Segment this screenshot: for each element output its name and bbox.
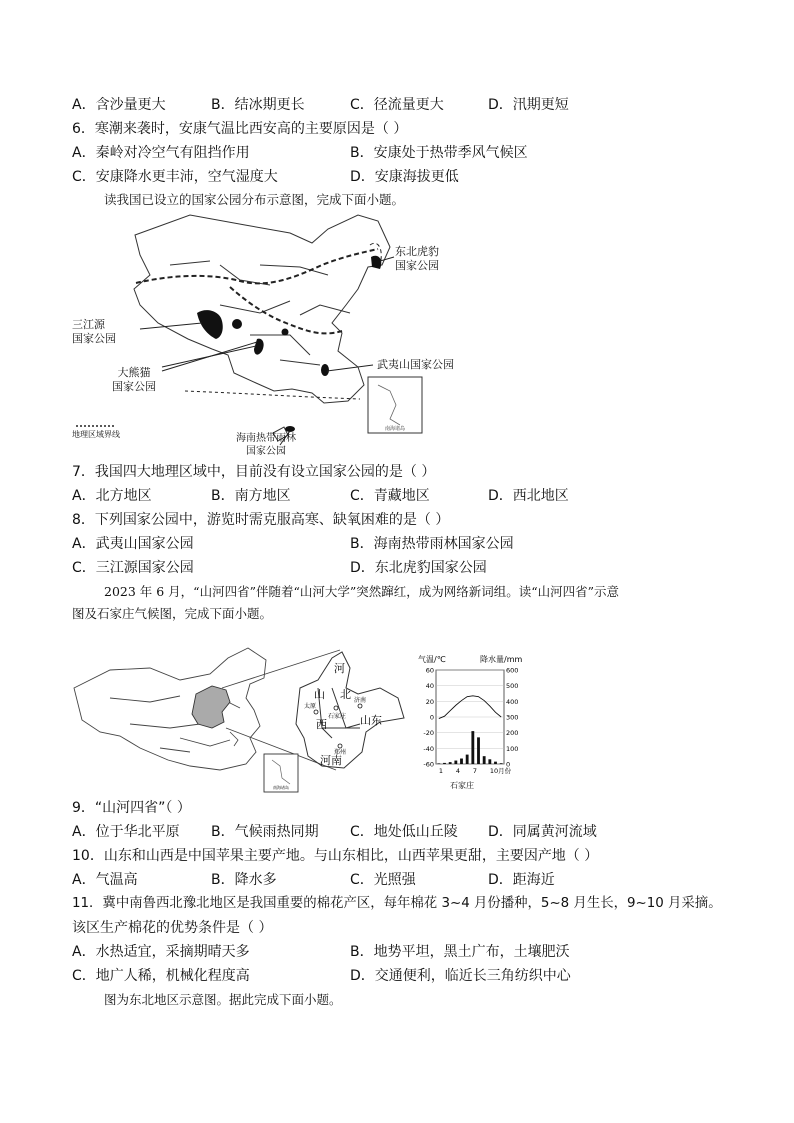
x-tick: 10月份 xyxy=(489,767,512,775)
precip-bar xyxy=(471,731,474,764)
x-tick: 1 xyxy=(438,767,443,775)
x-tick: 4 xyxy=(455,767,460,775)
q10-option-c: C．光照强 xyxy=(350,872,416,888)
national-parks-map xyxy=(60,205,480,460)
zhengzhou-marker xyxy=(338,744,342,748)
q11-option-a: A．水热适宜，采摘期晴天多 xyxy=(72,944,250,960)
south-sea-inset xyxy=(368,377,422,433)
label-jinan: 济南 xyxy=(354,697,367,704)
y-tick-left: 60 xyxy=(425,666,434,675)
q6-option-c: C．安康降水更丰沛，空气湿度大 xyxy=(72,169,278,185)
q10-option-d: D．距海近 xyxy=(488,872,555,888)
q5-option-b: B．结冰期更长 xyxy=(211,97,305,113)
precip-bar xyxy=(454,761,457,764)
y-tick-right: 200 xyxy=(506,729,519,738)
x-tick: 7 xyxy=(472,767,477,775)
intro-northeast: 图为东北地区示意图。据此完成下面小题。 xyxy=(104,992,342,1007)
label-hainan-park: 海南热带雨林 国家公园 xyxy=(236,433,296,457)
intro-shanhe-line1: 2023 年 6 月，“山河四省”伴随着“山河大学”突然蹿红，成为网络新词组。读“山河四省”示意 xyxy=(104,584,620,599)
q11-option-b: B．地势平坦，黑土广布，土壤肥沃 xyxy=(350,944,570,960)
y-axis-label-left: 气温/℃ xyxy=(418,655,446,664)
q7-option-a: A．北方地区 xyxy=(72,488,152,504)
label-dongbei-park: 东北虎豹 国家公园 xyxy=(395,245,439,272)
inset-label: 南海诸岛 xyxy=(384,426,406,432)
q8-option-a: A．武夷山国家公园 xyxy=(72,536,194,552)
climate-chart xyxy=(414,652,526,790)
y-tick-right: 400 xyxy=(506,697,519,706)
q9-option-a: A．位于华北平原 xyxy=(72,824,180,840)
q7-option-d: D．西北地区 xyxy=(488,488,569,504)
label-sanjiangyuan-park: 三江源 国家公园 xyxy=(72,318,116,345)
q5-option-d: D．汛期更短 xyxy=(488,97,569,113)
q6-option-d: D．安康海拔更低 xyxy=(350,169,459,185)
label-wuyishan-park: 武夷山国家公园 xyxy=(377,358,454,371)
y-tick-left: 40 xyxy=(425,682,434,691)
q5-option-c: C．径流量更大 xyxy=(350,97,444,113)
q11-option-d: D．交通便利，临近长三角纺织中心 xyxy=(350,968,571,984)
y-axis-label-right: 降水量/mm xyxy=(480,655,523,664)
precip-bar xyxy=(460,759,463,764)
shijiazhuang-marker xyxy=(334,706,338,710)
y-tick-left: 0 xyxy=(429,713,434,722)
label-shijiazhuang: 石家庄 xyxy=(328,713,347,720)
precip-bar xyxy=(437,763,440,764)
q9-stem: 9．“山河四省”（ ） xyxy=(72,800,191,816)
precip-bar xyxy=(466,755,469,764)
y-tick-left: -20 xyxy=(423,729,434,738)
y-tick-right: 0 xyxy=(506,760,511,769)
q8-option-b: B．海南热带雨林国家公园 xyxy=(350,536,514,552)
precip-bar xyxy=(483,756,486,764)
legend-label: 地理区域界线 xyxy=(72,430,120,439)
label-bei: 北 xyxy=(340,688,351,701)
precip-bar xyxy=(500,763,503,764)
label-henan: 河南 xyxy=(320,754,342,767)
precip-bar xyxy=(443,763,446,764)
chart-title: 石家庄 xyxy=(450,781,474,790)
highlighted-provinces xyxy=(192,686,230,728)
q11-stem-line2: 该区生产棉花的优势条件是（ ） xyxy=(72,920,273,936)
q11-option-c: C．地广人稀，机械化程度高 xyxy=(72,968,250,984)
q9-option-d: D．同属黄河流域 xyxy=(488,824,597,840)
q6-stem: 6．寒潮来袭时，安康气温比西安高的主要原因是（ ） xyxy=(72,121,408,137)
q7-option-b: B．南方地区 xyxy=(211,488,291,504)
precip-bar xyxy=(449,762,452,764)
shanhe-map xyxy=(70,628,410,798)
jinan-marker xyxy=(358,704,362,708)
y-tick-left: -40 xyxy=(423,744,434,753)
label-zhengzhou: 郑州 xyxy=(334,749,347,756)
q7-stem: 7．我国四大地理区域中，目前没有设立国家公园的是（ ） xyxy=(72,464,436,480)
taiyuan-marker xyxy=(314,710,318,714)
intro-shanhe-line2: 图及石家庄气候图，完成下面小题。 xyxy=(72,606,273,621)
temperature-line xyxy=(439,696,501,719)
q10-stem: 10．山东和山西是中国苹果主要产地。与山东相比，山西苹果更甜，主要因产地（ ） xyxy=(72,848,599,864)
precip-bar xyxy=(477,737,480,764)
q11-stem-line1: 11．冀中南鲁西北豫北地区是我国重要的棉花产区，每年棉花 3~4 月份播种，5~8 月生长，9~10 月采摘。 xyxy=(72,896,722,911)
y-tick-left: -60 xyxy=(423,760,434,769)
precip-bar xyxy=(488,759,491,764)
q7-option-c: C．青藏地区 xyxy=(350,488,430,504)
q8-stem: 8．下列国家公园中，游览时需克服高寒、缺氧困难的是（ ） xyxy=(72,512,450,528)
q9-option-b: B．气候雨热同期 xyxy=(211,824,319,840)
label-daxiongmao-park: 大熊猫 国家公园 xyxy=(112,366,156,393)
label-shandong: 山东 xyxy=(360,714,382,727)
y-tick-right: 600 xyxy=(506,666,519,675)
intro-parks: 读我国已设立的国家公园分布示意图，完成下面小题。 xyxy=(104,192,405,207)
label-taiyuan: 太原 xyxy=(304,703,317,710)
q10-option-a: A．气温高 xyxy=(72,872,138,888)
label-shan: 山 xyxy=(314,688,325,701)
q9-option-c: C．地处低山丘陵 xyxy=(350,824,458,840)
q8-option-c: C．三江源国家公园 xyxy=(72,560,194,576)
label-xi: 西 xyxy=(316,718,327,731)
q10-option-b: B．降水多 xyxy=(211,872,277,888)
q8-option-d: D．东北虎豹国家公园 xyxy=(350,560,487,576)
precip-bar xyxy=(494,762,497,764)
q6-option-b: B．安康处于热带季风气候区 xyxy=(350,145,528,161)
map2-inset-label: 南海诸岛 xyxy=(273,785,289,790)
q6-option-a: A．秦岭对冷空气有阻挡作用 xyxy=(72,145,250,161)
y-tick-left: 20 xyxy=(425,697,434,706)
y-tick-right: 500 xyxy=(506,682,519,691)
q5-option-a: A．含沙量更大 xyxy=(72,97,166,113)
y-tick-right: 300 xyxy=(506,713,519,722)
label-he: 河 xyxy=(334,662,345,675)
y-tick-right: 100 xyxy=(506,744,519,753)
